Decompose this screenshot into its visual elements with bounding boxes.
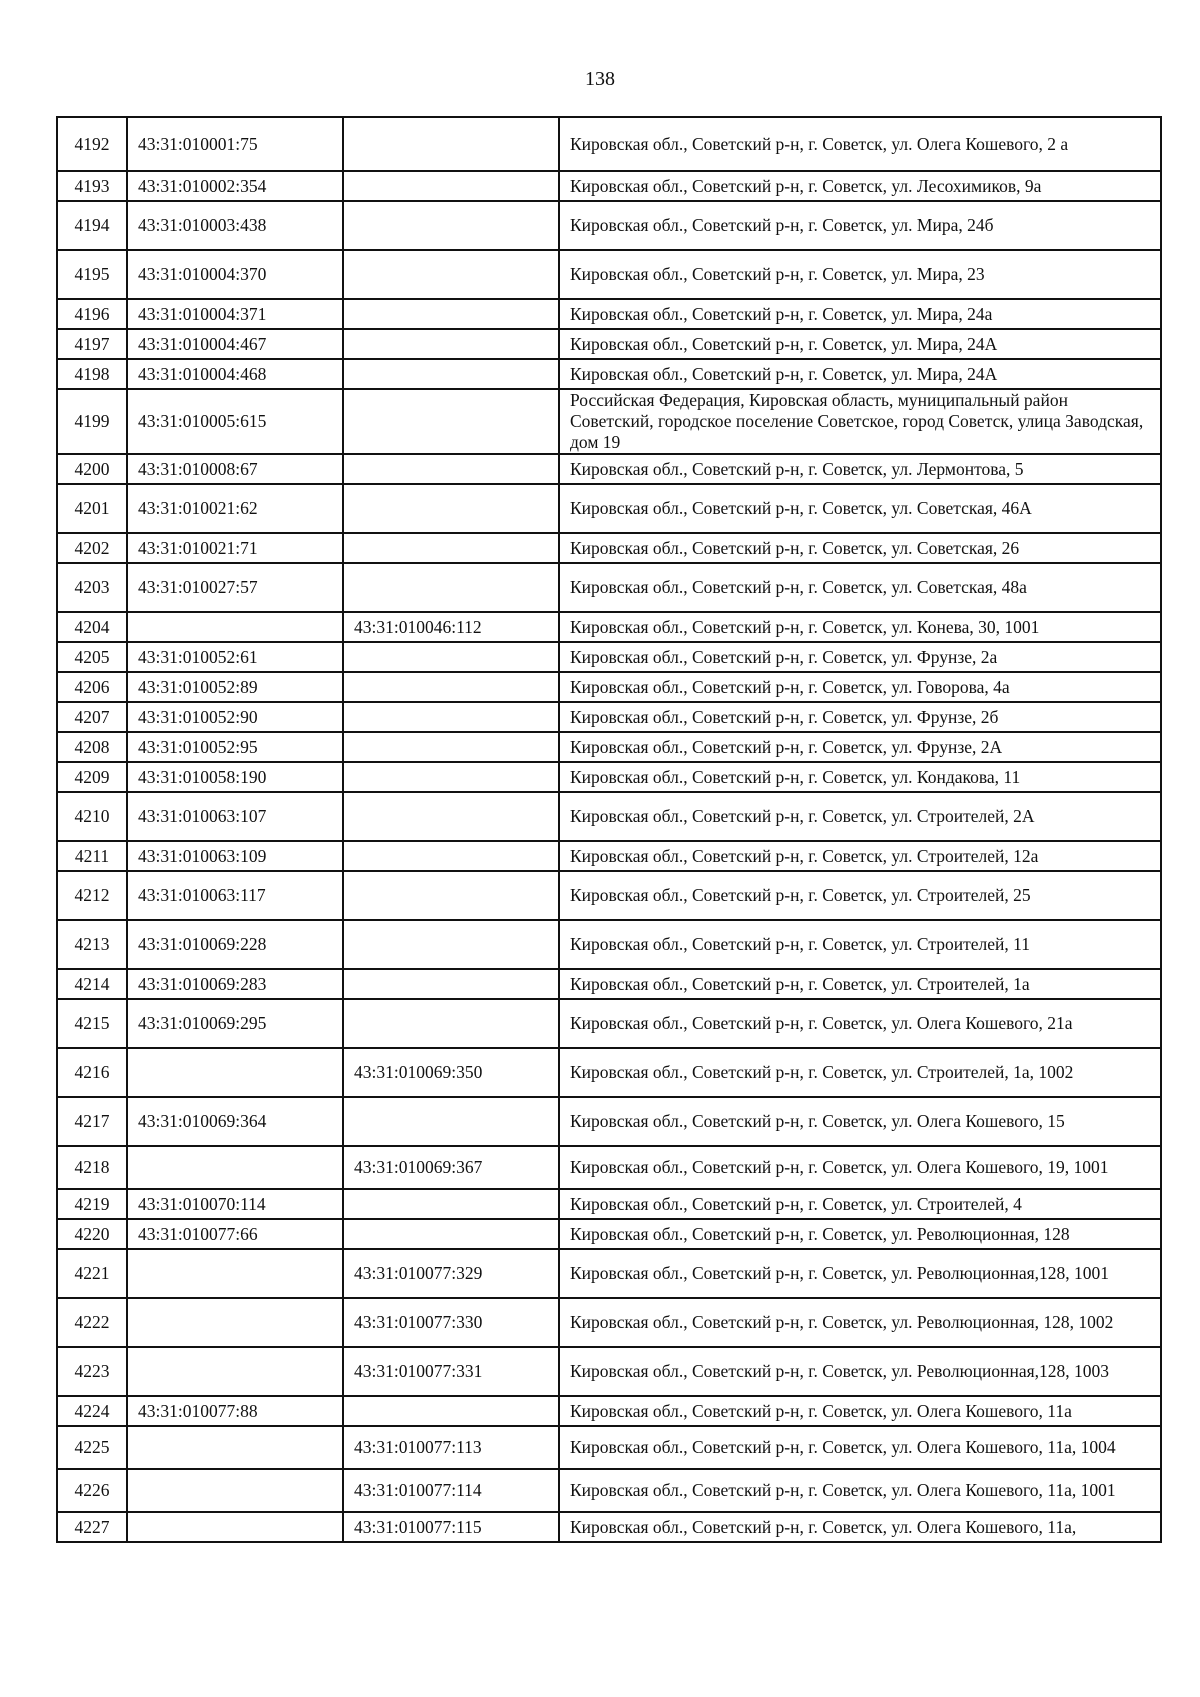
- table-row: [57, 389, 1161, 454]
- address-cell: Кировская обл., Советский р-н, г. Советск, ул. Лермонтова, 5: [559, 454, 1161, 484]
- cadastral-number-cell: [127, 1512, 343, 1542]
- address-cell: Кировская обл., Советский р-н, г. Советск, ул. Строителей, 12а: [559, 841, 1161, 871]
- related-cadastral-number-cell: 43:31:010069:367: [343, 1146, 559, 1189]
- table-row: [57, 1469, 1161, 1512]
- table-row: [57, 762, 1161, 792]
- table-row: [57, 841, 1161, 871]
- table-row: [57, 1426, 1161, 1469]
- table-row: [57, 1298, 1161, 1347]
- related-cadastral-number-cell: 43:31:010077:115: [343, 1512, 559, 1542]
- table-row: [57, 999, 1161, 1048]
- address-cell: Кировская обл., Советский р-н, г. Советск, ул. Олега Кошевого, 11а, 1004: [559, 1426, 1161, 1469]
- cadastral-number-cell: [127, 1048, 343, 1097]
- cadastral-number-cell: [127, 1426, 343, 1469]
- related-cadastral-number-cell: [343, 732, 559, 762]
- related-cadastral-number-cell: [343, 299, 559, 329]
- table-row: [57, 1097, 1161, 1146]
- table-row: [57, 250, 1161, 299]
- address-cell: Кировская обл., Советский р-н, г. Советск, ул. Олега Кошевого, 11а,: [559, 1512, 1161, 1542]
- cadastral-number-cell: 43:31:010077:66: [127, 1219, 343, 1249]
- cadastral-number-cell: 43:31:010021:62: [127, 484, 343, 533]
- address-cell: Кировская обл., Советский р-н, г. Советск, ул. Фрунзе, 2б: [559, 702, 1161, 732]
- cadastral-number-cell: [127, 1469, 343, 1512]
- cadastral-number-cell: 43:31:010005:615: [127, 389, 343, 454]
- address-cell: Кировская обл., Советский р-н, г. Советск, ул. Кондакова, 11: [559, 762, 1161, 792]
- property-table: [56, 116, 1162, 1543]
- related-cadastral-number-cell: [343, 762, 559, 792]
- related-cadastral-number-cell: [343, 1219, 559, 1249]
- address-cell: Кировская обл., Советский р-н, г. Советск, ул. Олега Кошевого, 19, 1001: [559, 1146, 1161, 1189]
- cadastral-number-cell: [127, 1249, 343, 1298]
- row-number-cell: 4225: [57, 1426, 127, 1469]
- table-row: [57, 1219, 1161, 1249]
- address-cell: Кировская обл., Советский р-н, г. Советск, ул. Олега Кошевого, 21а: [559, 999, 1161, 1048]
- address-cell: Кировская обл., Советский р-н, г. Советск, ул. Лесохимиков, 9а: [559, 171, 1161, 201]
- related-cadastral-number-cell: [343, 454, 559, 484]
- cadastral-number-cell: 43:31:010004:370: [127, 250, 343, 299]
- table-row: [57, 642, 1161, 672]
- related-cadastral-number-cell: 43:31:010077:330: [343, 1298, 559, 1347]
- table-row: [57, 792, 1161, 841]
- table-row: [57, 672, 1161, 702]
- related-cadastral-number-cell: [343, 1189, 559, 1219]
- related-cadastral-number-cell: [343, 389, 559, 454]
- table-row: [57, 533, 1161, 563]
- cadastral-number-cell: 43:31:010052:61: [127, 642, 343, 672]
- cadastral-number-cell: 43:31:010002:354: [127, 171, 343, 201]
- address-cell: Кировская обл., Советский р-н, г. Советск, ул. Говорова, 4а: [559, 672, 1161, 702]
- row-number-cell: 4217: [57, 1097, 127, 1146]
- related-cadastral-number-cell: [343, 484, 559, 533]
- row-number-cell: 4202: [57, 533, 127, 563]
- row-number-cell: 4204: [57, 612, 127, 642]
- cadastral-number-cell: 43:31:010008:67: [127, 454, 343, 484]
- table-row: [57, 1189, 1161, 1219]
- row-number-cell: 4216: [57, 1048, 127, 1097]
- cadastral-number-cell: [127, 1146, 343, 1189]
- table-row: [57, 920, 1161, 969]
- cadastral-number-cell: 43:31:010063:107: [127, 792, 343, 841]
- row-number-cell: 4226: [57, 1469, 127, 1512]
- related-cadastral-number-cell: [343, 920, 559, 969]
- table-row: [57, 1048, 1161, 1097]
- related-cadastral-number-cell: 43:31:010046:112: [343, 612, 559, 642]
- related-cadastral-number-cell: 43:31:010077:113: [343, 1426, 559, 1469]
- address-cell: Кировская обл., Советский р-н, г. Советск, ул. Строителей, 1а: [559, 969, 1161, 999]
- address-cell: Кировская обл., Советский р-н, г. Советск, ул. Советская, 46А: [559, 484, 1161, 533]
- address-cell: Кировская обл., Советский р-н, г. Советск, ул. Революционная,128, 1001: [559, 1249, 1161, 1298]
- row-number-cell: 4205: [57, 642, 127, 672]
- table-row: [57, 117, 1161, 171]
- row-number-cell: 4213: [57, 920, 127, 969]
- related-cadastral-number-cell: [343, 359, 559, 389]
- row-number-cell: 4211: [57, 841, 127, 871]
- address-cell: Кировская обл., Советский р-н, г. Советск, ул. Строителей, 25: [559, 871, 1161, 920]
- cadastral-number-cell: 43:31:010069:295: [127, 999, 343, 1048]
- address-cell: Кировская обл., Советский р-н, г. Советск, ул. Строителей, 11: [559, 920, 1161, 969]
- cadastral-number-cell: 43:31:010052:95: [127, 732, 343, 762]
- address-cell: Кировская обл., Советский р-н, г. Советск, ул. Мира, 24а: [559, 299, 1161, 329]
- address-cell: Кировская обл., Советский р-н, г. Советск, ул. Строителей, 4: [559, 1189, 1161, 1219]
- related-cadastral-number-cell: [343, 250, 559, 299]
- row-number-cell: 4197: [57, 329, 127, 359]
- table-row: [57, 563, 1161, 612]
- cadastral-number-cell: [127, 1347, 343, 1396]
- address-cell: Кировская обл., Советский р-н, г. Советск, ул. Конева, 30, 1001: [559, 612, 1161, 642]
- related-cadastral-number-cell: [343, 117, 559, 171]
- address-cell: Кировская обл., Советский р-н, г. Советск, ул. Мира, 24А: [559, 359, 1161, 389]
- table-row: [57, 1249, 1161, 1298]
- row-number-cell: 4218: [57, 1146, 127, 1189]
- table-row: [57, 454, 1161, 484]
- cadastral-number-cell: 43:31:010077:88: [127, 1396, 343, 1426]
- table-body: [57, 117, 1161, 1542]
- cadastral-number-cell: 43:31:010004:468: [127, 359, 343, 389]
- cadastral-number-cell: 43:31:010004:371: [127, 299, 343, 329]
- row-number-cell: 4227: [57, 1512, 127, 1542]
- related-cadastral-number-cell: [343, 999, 559, 1048]
- cadastral-number-cell: 43:31:010058:190: [127, 762, 343, 792]
- table-row: [57, 1396, 1161, 1426]
- related-cadastral-number-cell: [343, 792, 559, 841]
- row-number-cell: 4212: [57, 871, 127, 920]
- table-row: [57, 871, 1161, 920]
- related-cadastral-number-cell: [343, 702, 559, 732]
- address-cell: Кировская обл., Советский р-н, г. Советск, ул. Советская, 48а: [559, 563, 1161, 612]
- cadastral-number-cell: 43:31:010063:117: [127, 871, 343, 920]
- address-cell: Кировская обл., Советский р-н, г. Советск, ул. Фрунзе, 2а: [559, 642, 1161, 672]
- cadastral-number-cell: 43:31:010052:89: [127, 672, 343, 702]
- related-cadastral-number-cell: [343, 642, 559, 672]
- row-number-cell: 4198: [57, 359, 127, 389]
- cadastral-number-cell: 43:31:010027:57: [127, 563, 343, 612]
- related-cadastral-number-cell: [343, 1396, 559, 1426]
- table-row: [57, 1146, 1161, 1189]
- row-number-cell: 4203: [57, 563, 127, 612]
- row-number-cell: 4194: [57, 201, 127, 250]
- address-cell: Кировская обл., Советский р-н, г. Советск, ул. Олега Кошевого, 2 а: [559, 117, 1161, 171]
- cadastral-number-cell: 43:31:010004:467: [127, 329, 343, 359]
- row-number-cell: 4201: [57, 484, 127, 533]
- table-row: [57, 359, 1161, 389]
- row-number-cell: 4210: [57, 792, 127, 841]
- row-number-cell: 4221: [57, 1249, 127, 1298]
- cadastral-number-cell: 43:31:010001:75: [127, 117, 343, 171]
- row-number-cell: 4192: [57, 117, 127, 171]
- table-row: [57, 201, 1161, 250]
- address-cell: Кировская обл., Советский р-н, г. Советск, ул. Советская, 26: [559, 533, 1161, 563]
- related-cadastral-number-cell: [343, 563, 559, 612]
- address-cell: Кировская обл., Советский р-н, г. Советск, ул. Фрунзе, 2А: [559, 732, 1161, 762]
- row-number-cell: 4196: [57, 299, 127, 329]
- page-number: 138: [585, 68, 615, 90]
- row-number-cell: 4209: [57, 762, 127, 792]
- row-number-cell: 4222: [57, 1298, 127, 1347]
- address-cell: Кировская обл., Советский р-н, г. Советск, ул. Олега Кошевого, 15: [559, 1097, 1161, 1146]
- table-row: [57, 612, 1161, 642]
- related-cadastral-number-cell: [343, 171, 559, 201]
- row-number-cell: 4223: [57, 1347, 127, 1396]
- row-number-cell: 4193: [57, 171, 127, 201]
- row-number-cell: 4214: [57, 969, 127, 999]
- address-cell: Российская Федерация, Кировская область, муниципальный район Советский, городское поселение Советское, город Советск, улица Заводская, дом 19: [559, 389, 1161, 454]
- address-cell: Кировская обл., Советский р-н, г. Советск, ул. Революционная, 128, 1002: [559, 1298, 1161, 1347]
- related-cadastral-number-cell: 43:31:010077:331: [343, 1347, 559, 1396]
- table-row: [57, 171, 1161, 201]
- related-cadastral-number-cell: [343, 1097, 559, 1146]
- address-cell: Кировская обл., Советский р-н, г. Советск, ул. Революционная, 128: [559, 1219, 1161, 1249]
- row-number-cell: 4207: [57, 702, 127, 732]
- cadastral-number-cell: 43:31:010070:114: [127, 1189, 343, 1219]
- address-cell: Кировская обл., Советский р-н, г. Советск, ул. Мира, 24А: [559, 329, 1161, 359]
- related-cadastral-number-cell: [343, 533, 559, 563]
- address-cell: Кировская обл., Советский р-н, г. Советск, ул. Мира, 24б: [559, 201, 1161, 250]
- table-row: [57, 969, 1161, 999]
- table-row: [57, 299, 1161, 329]
- row-number-cell: 4206: [57, 672, 127, 702]
- table-row: [57, 1347, 1161, 1396]
- address-cell: Кировская обл., Советский р-н, г. Советск, ул. Мира, 23: [559, 250, 1161, 299]
- table-row: [57, 484, 1161, 533]
- row-number-cell: 4220: [57, 1219, 127, 1249]
- related-cadastral-number-cell: [343, 841, 559, 871]
- row-number-cell: 4200: [57, 454, 127, 484]
- cadastral-number-cell: [127, 612, 343, 642]
- cadastral-number-cell: 43:31:010069:283: [127, 969, 343, 999]
- related-cadastral-number-cell: [343, 672, 559, 702]
- related-cadastral-number-cell: [343, 329, 559, 359]
- cadastral-number-cell: 43:31:010069:364: [127, 1097, 343, 1146]
- related-cadastral-number-cell: [343, 871, 559, 920]
- address-cell: Кировская обл., Советский р-н, г. Советск, ул. Строителей, 1а, 1002: [559, 1048, 1161, 1097]
- address-cell: Кировская обл., Советский р-н, г. Советск, ул. Олега Кошевого, 11а, 1001: [559, 1469, 1161, 1512]
- cadastral-number-cell: 43:31:010021:71: [127, 533, 343, 563]
- cadastral-number-cell: 43:31:010052:90: [127, 702, 343, 732]
- related-cadastral-number-cell: 43:31:010077:329: [343, 1249, 559, 1298]
- row-number-cell: 4219: [57, 1189, 127, 1219]
- cadastral-number-cell: 43:31:010063:109: [127, 841, 343, 871]
- table-row: [57, 1512, 1161, 1542]
- table-row: [57, 329, 1161, 359]
- row-number-cell: 4208: [57, 732, 127, 762]
- cadastral-number-cell: [127, 1298, 343, 1347]
- table-row: [57, 732, 1161, 762]
- address-cell: Кировская обл., Советский р-н, г. Советск, ул. Революционная,128, 1003: [559, 1347, 1161, 1396]
- cadastral-number-cell: 43:31:010003:438: [127, 201, 343, 250]
- related-cadastral-number-cell: 43:31:010077:114: [343, 1469, 559, 1512]
- address-cell: Кировская обл., Советский р-н, г. Советск, ул. Олега Кошевого, 11а: [559, 1396, 1161, 1426]
- cadastral-number-cell: 43:31:010069:228: [127, 920, 343, 969]
- related-cadastral-number-cell: 43:31:010069:350: [343, 1048, 559, 1097]
- related-cadastral-number-cell: [343, 201, 559, 250]
- related-cadastral-number-cell: [343, 969, 559, 999]
- row-number-cell: 4224: [57, 1396, 127, 1426]
- row-number-cell: 4195: [57, 250, 127, 299]
- row-number-cell: 4215: [57, 999, 127, 1048]
- table-row: [57, 702, 1161, 732]
- row-number-cell: 4199: [57, 389, 127, 454]
- address-cell: Кировская обл., Советский р-н, г. Советск, ул. Строителей, 2А: [559, 792, 1161, 841]
